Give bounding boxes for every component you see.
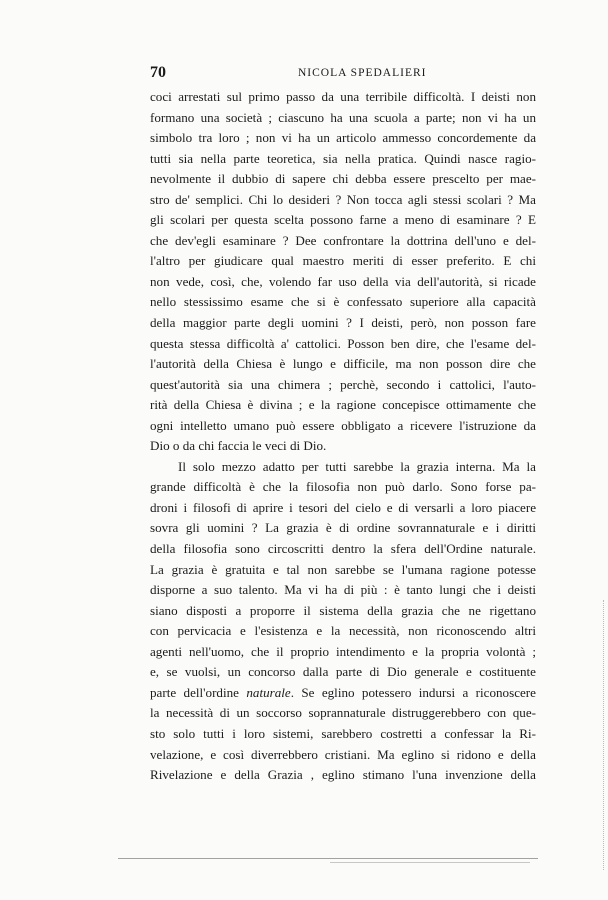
text-line: Rivelazione e della Grazia , eglino stimano l'una invenzione della <box>150 767 536 783</box>
page-number: 70 <box>150 64 166 81</box>
text-line: formano una società ; ciascuno ha una scuola a parte; non vi ha un <box>150 109 536 125</box>
text-line: l'altro per giudicare qual maestro meriti di esser preferito. E chi <box>150 253 536 269</box>
text-line: quest'autorità sia una chimera ; perchè, secondo i cattolici, l'auto- <box>150 376 536 392</box>
text-line: questa stessa difficoltà a' cattolici. Posson ben dire, che l'esame del- <box>150 335 536 351</box>
text-line: della filosofia sono circoscritti dentro la sfera dell'Ordine naturale. <box>150 541 536 557</box>
text-line: sovra gli uomini ? La grazia è di ordine sovrannaturale e i diritti <box>150 520 536 536</box>
text-line: stro de' semplici. Chi lo desideri ? Non tocca agli stessi scolari ? Ma <box>150 191 536 207</box>
page-header <box>150 64 536 84</box>
text-line: Dio o da chi faccia le veci di Dio. <box>150 438 327 454</box>
text-line: coci arrestati sul primo passo da una terribile difficoltà. I deisti non <box>150 89 536 104</box>
text-line: ogni intelletto umano può essere obbligato a ricevere l'istruzione da <box>150 417 536 433</box>
text-line: agenti nell'uomo, che il proprio intendimento e la propria volontà ; <box>150 643 536 659</box>
italic-word: naturale <box>246 684 291 700</box>
body-text <box>150 87 536 786</box>
text-line: disporne a suo talento. Ma vi ha di più : è tanto lungi che i deisti <box>150 582 536 598</box>
text-line-with-italic <box>150 683 536 704</box>
text-line: La grazia è gratuita e tal non sarebbe se l'umana ragione potesse <box>150 561 536 577</box>
text-line: grande difficoltà è che la filosofia non può darlo. Sono forse pa- <box>150 479 536 495</box>
text-line: nello stessissimo esame che si è confessato superiore alla capacità <box>150 294 536 310</box>
text-line: l'autorità della Chiesa è lungo e difficile, ma non posson dire che <box>150 356 536 372</box>
text-line: e, se vuolsi, un concorso dalla parte di Dio generale e costituente <box>150 664 536 680</box>
text-segment: parte dell'ordine <box>150 684 247 700</box>
text-line: gli scolari per questa scelta possono farne a meno di esaminare ? E <box>150 212 536 228</box>
text-segment: . Se eglino potessero indursi a riconoscere <box>290 684 536 700</box>
scan-edge-marks <box>600 600 604 870</box>
text-line: droni i filosofi di aprire i tesori del cielo e di versarli a loro piacere <box>150 499 536 515</box>
text-line: non vede, così, che, volendo far uso della via dell'autorità, si ricade <box>150 273 536 289</box>
text-line: siano disposti a proporre il sistema della grazia che ne rigettano <box>150 602 536 618</box>
text-line: simbolo tra loro ; non vi ha un articolo ammesso concordemente da <box>150 130 536 146</box>
text-line: la necessità di un soccorso soprannaturale distruggerebbero con que- <box>150 705 536 721</box>
text-line: Il solo mezzo adatto per tutti sarebbe la grazia interna. Ma la <box>178 458 536 474</box>
scan-bottom-line-secondary <box>330 862 530 865</box>
text-line: rità della Chiesa è divina ; e la ragione concepisce ottimamente che <box>150 397 536 413</box>
text-line: della maggior parte degli uomini ? I deisti, però, non posson fare <box>150 315 536 331</box>
text-line: che dev'egli esaminare ? Dee confrontare la dottrina dell'uno e del- <box>150 232 536 248</box>
running-head: NICOLA SPEDALIERI <box>298 67 427 79</box>
text-line: sto solo tutti i loro sistemi, sarebbero costretti a confessar la Ri- <box>150 725 536 741</box>
text-line: con pervicacia e l'esistenza e la necessità, non riconoscendo altri <box>150 623 536 639</box>
text-line: velazione, e così diverrebbero cristiani. Ma eglino si ridono e della <box>150 746 536 762</box>
text-line: nevolmente il dubbio di sapere chi debba essere prescelto per mae- <box>150 171 536 187</box>
text-line: tutti sia nella parte teoretica, sia nella pratica. Quindi nasce ragio- <box>150 150 536 166</box>
